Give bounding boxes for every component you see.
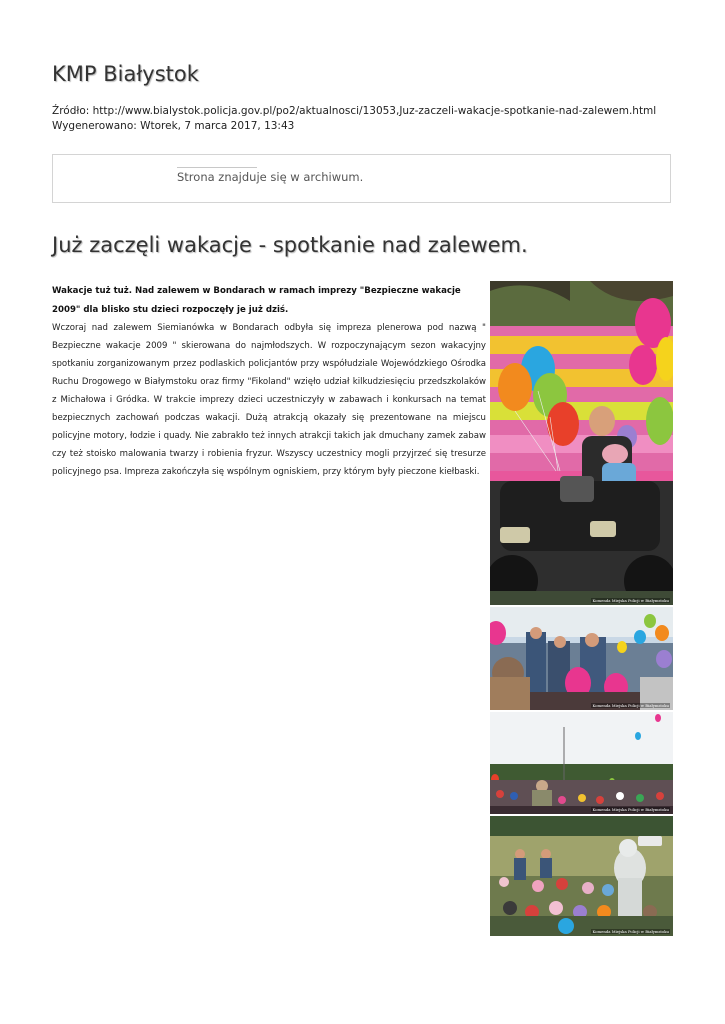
photo-credit: Komenda Miejska Policji w Białymstoku [592, 703, 669, 708]
source-url-line[interactable]: Źródło: http://www.bialystok.policja.gov.pl/po2/aktualnosci/13053,Juz-zaczeli-wakacje-spotkanie-nad-zalewem.html [52, 105, 657, 117]
archive-notice-text: Strona znajduje się w archiwum. [177, 170, 364, 184]
child-on-quad-with-balloons-photo[interactable] [490, 281, 673, 605]
archive-notice-box [52, 154, 671, 203]
children-sitting-on-grass-with-mascot-photo[interactable] [490, 816, 673, 936]
children-crowd-with-balloons-photo[interactable] [490, 712, 673, 814]
document-meta [52, 104, 692, 134]
archive-divider [177, 167, 257, 168]
article-body: Wczoraj nad zalewem Siemianówka w Bondarach odbyła się impreza plenerowa pod nazwą " Bezpieczne wakacje 2009 " skierowana do najmłodszych. W rozpoczynającym sezon wakacyjny spotkaniu zorganizowanym przez podlaskich policjantów przy współudziale Wojewódzkiego Ośrodka Ruchu Drogowego w Białymstoku oraz firmy "Fikoland" wzięło udział kilkudziesięciu przedszkolaków z Michałowa i Gródka. W trakcie imprezy dzieci uczestniczyły w zabawach i konkursach na temat bezpiecznych zachowań podczas wakacji. Dużą atrakcją okazały się prezentowane na miejscu policyjne motory, łodzie i quady. Nie zabrakło też innych atrakcji takich jak dmuchany zamek zabaw czy też stoisko malowania twarzy i robienia fryzur. Wszyscy uczestnicy mogli przyjrzeć się tresurze policyjnego psa. Impreza zakończyła się wspólnym ogniskiem, przy którym były pieczone kiełbaski. [52, 323, 486, 477]
photo-credit: Komenda Miejska Policji w Białymstoku [592, 598, 669, 603]
site-title: KMP Białystok [52, 62, 199, 86]
photo-credit: Komenda Miejska Policji w Białymstoku [592, 807, 669, 812]
photo-credit: Komenda Miejska Policji w Białymstoku [592, 929, 669, 934]
police-officers-and-crowd-with-balloons-photo[interactable] [490, 607, 673, 710]
article-title: Już zaczęli wakacje - spotkanie nad zalewem. [52, 233, 528, 257]
article-lead: Wakacje tuż tuż. Nad zalewem w Bondarach w ramach imprezy "Bezpieczne wakacje 2009" dla blisko stu dzieci rozpoczęły je już dziś. [52, 286, 461, 315]
generated-date-line: Wygenerowano: Wtorek, 7 marca 2017, 13:43 [52, 120, 295, 132]
